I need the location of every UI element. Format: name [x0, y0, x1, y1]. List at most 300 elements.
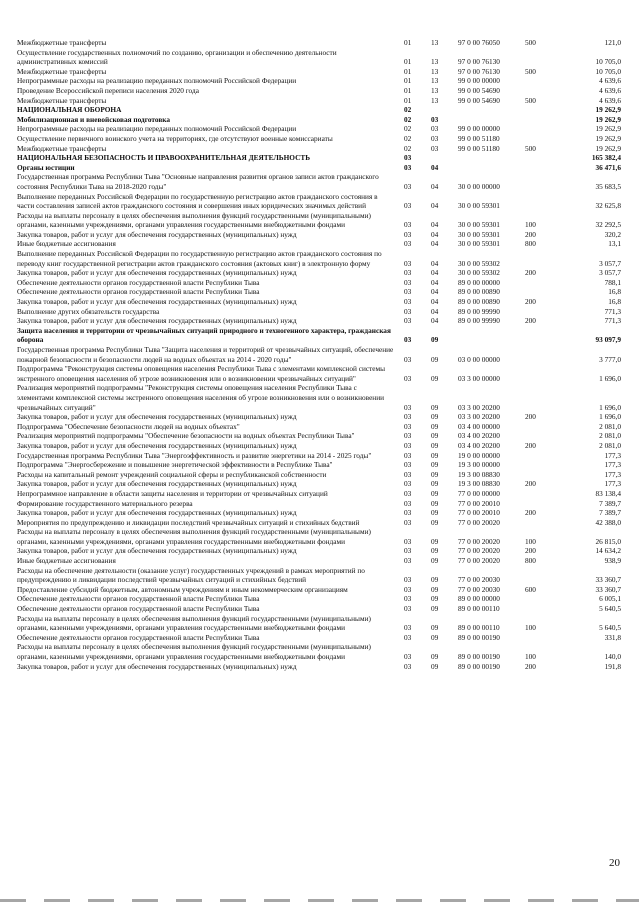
- row-amount: 33 360,7: [595, 575, 621, 585]
- row-amount: 10 705,0: [595, 66, 621, 76]
- row-section: 02: [404, 143, 412, 153]
- row-name: Обеспечение деятельности органов государственной власти Республики Тыва: [17, 287, 260, 297]
- row-subsection: 13: [431, 95, 439, 105]
- table-row: [0, 163, 639, 173]
- row-amount: 5 640,5: [599, 604, 621, 614]
- row-section: 01: [404, 66, 412, 76]
- row-target-article: 89 0 00 00190: [458, 661, 500, 671]
- row-amount: 83 138,4: [595, 488, 621, 498]
- row-section: 03: [404, 661, 412, 671]
- row-expense-type: 600: [525, 584, 536, 594]
- row-amount: 2 081,0: [599, 431, 621, 441]
- row-amount: 26 815,0: [595, 536, 621, 546]
- row-name: Закупка товаров, работ и услуг для обеспечения государственных (муниципальных) нужд: [17, 661, 297, 671]
- row-name: Обеспечение деятельности органов государственной власти Республики Тыва: [17, 277, 260, 287]
- row-amount: 1 696,0: [599, 402, 621, 412]
- table-row: [0, 364, 639, 383]
- table-row: [0, 278, 639, 288]
- row-section: 02: [404, 114, 412, 124]
- row-amount: 4 639,6: [599, 95, 621, 105]
- row-expense-type: 200: [525, 316, 536, 326]
- row-target-article: 03 3 00 20200: [458, 412, 500, 422]
- row-target-article: 77 0 00 20030: [458, 575, 500, 585]
- row-name: НАЦИОНАЛЬНАЯ ОБОРОНА: [17, 105, 122, 115]
- row-subsection: 13: [431, 57, 439, 67]
- row-name: Межбюджетные трансферты: [17, 95, 107, 105]
- row-target-article: 30 0 00 59301: [458, 201, 500, 211]
- table-row: [0, 633, 639, 643]
- row-subsection: 03: [431, 124, 439, 134]
- row-target-article: 97 0 00 76130: [458, 66, 500, 76]
- row-subsection: 09: [431, 623, 439, 633]
- row-name: Расходы на выплаты персоналу в целях обеспечения выполнения функций государственными (муниципальными) органами, казенными учреждениями, органами управления государственными внебюджетными фондами: [17, 642, 371, 661]
- row-amount: 13,1: [608, 239, 621, 249]
- row-subsection: 13: [431, 85, 439, 95]
- row-section: 03: [404, 546, 412, 556]
- row-amount: 35 683,5: [595, 181, 621, 191]
- row-target-article: 99 0 00 00000: [458, 124, 500, 134]
- row-subsection: 09: [431, 556, 439, 566]
- row-name: Государственная программа Республики Тыва "Защита населения и территорий от чрезвычайных ситуаций, обеспечение пожарной безопасности и безопасности людей на водных объектах на 2014 - 2020 годы": [17, 345, 394, 364]
- table-row: [0, 172, 639, 191]
- row-subsection: 04: [431, 258, 439, 268]
- row-target-article: 89 0 00 00110: [458, 604, 500, 614]
- row-subsection: 09: [431, 508, 439, 518]
- row-amount: 42 388,0: [595, 517, 621, 527]
- row-target-article: 03 4 00 00000: [458, 421, 500, 431]
- row-target-article: 89 0 00 00190: [458, 632, 500, 642]
- row-subsection: 09: [431, 661, 439, 671]
- table-row: [0, 316, 639, 326]
- table-row: [0, 124, 639, 134]
- row-name: Выполнение переданных Российской Федерации по государственную регистрацию актов гражданского состояния в части составления записей актов гражданского состояния и совершения иных юридических значимых действий: [17, 191, 378, 211]
- row-amount: 177,3: [604, 479, 621, 489]
- row-target-article: 03 0 00 00000: [458, 354, 500, 364]
- row-section: 03: [404, 287, 412, 297]
- row-target-article: 89 0 00 00190: [458, 652, 500, 661]
- page-number: 20: [609, 857, 620, 869]
- row-subsection: 09: [431, 335, 439, 345]
- row-target-article: 03 3 00 00000: [458, 373, 500, 383]
- table-row: [0, 422, 639, 432]
- row-amount: 32 292,5: [595, 220, 621, 230]
- table-row: [0, 48, 639, 67]
- row-name: Иные бюджетные ассигнования: [17, 556, 116, 566]
- table-row: [0, 86, 639, 96]
- row-subsection: 04: [431, 306, 439, 316]
- row-name: Непрограммное направление в области защиты населения и территории от чрезвычайных ситуаций: [17, 488, 328, 498]
- row-name: Иные бюджетные ассигнования: [17, 239, 116, 249]
- row-target-article: 77 0 00 20020: [458, 536, 500, 546]
- row-name: Обеспечение деятельности органов государственной власти Республики Тыва: [17, 632, 260, 642]
- table-row: [0, 307, 639, 317]
- row-amount: 7 389,7: [599, 498, 621, 508]
- row-expense-type: 200: [525, 479, 536, 489]
- row-subsection: 09: [431, 546, 439, 556]
- row-subsection: 09: [431, 517, 439, 527]
- row-name: Предоставление субсидий бюджетным, автономным учреждениям и иным некоммерческим организациям: [17, 584, 348, 594]
- row-section: 03: [404, 479, 412, 489]
- row-subsection: 04: [431, 277, 439, 287]
- row-amount: 36 471,6: [595, 162, 621, 172]
- row-subsection: 09: [431, 431, 439, 441]
- row-subsection: 04: [431, 220, 439, 230]
- budget-table: [0, 38, 639, 671]
- row-expense-type: 200: [525, 546, 536, 556]
- row-section: 01: [404, 95, 412, 105]
- row-section: 03: [404, 652, 412, 661]
- row-section: 03: [404, 488, 412, 498]
- row-subsection: 09: [431, 469, 439, 479]
- row-section: 01: [404, 76, 412, 86]
- row-subsection: 13: [431, 76, 439, 86]
- table-row: [0, 211, 639, 230]
- row-section: 03: [404, 201, 412, 211]
- row-target-article: 30 0 00 59301: [458, 229, 500, 239]
- row-name: Защита населения и территории от чрезвычайных ситуаций природного и техногенного характера, гражданская оборона: [17, 325, 391, 345]
- row-target-article: 77 0 00 20020: [458, 546, 500, 556]
- row-name: Непрограммные расходы на реализацию переданных полномочий Российской Федерации: [17, 76, 297, 86]
- row-section: 03: [404, 536, 412, 546]
- row-expense-type: 100: [525, 623, 536, 633]
- table-row: [0, 38, 639, 48]
- row-target-article: 03 4 00 20200: [458, 440, 500, 450]
- row-section: 03: [404, 402, 412, 412]
- row-subsection: 03: [431, 133, 439, 143]
- row-amount: 33 360,7: [595, 584, 621, 594]
- table-row: [0, 470, 639, 480]
- row-target-article: 77 0 00 20010: [458, 508, 500, 518]
- row-name: Межбюджетные трансферты: [17, 38, 107, 47]
- row-name: Закупка товаров, работ и услуг для обеспечения государственных (муниципальных) нужд: [17, 479, 297, 489]
- row-subsection: 13: [431, 38, 439, 47]
- row-name: Обеспечение деятельности органов государственной власти Республики Тыва: [17, 604, 260, 614]
- table-row: [0, 67, 639, 77]
- row-target-article: 30 0 00 59301: [458, 239, 500, 249]
- table-row: [0, 546, 639, 556]
- row-section: 03: [404, 584, 412, 594]
- row-amount: 177,3: [604, 450, 621, 460]
- row-subsection: 09: [431, 450, 439, 460]
- row-name: Закупка товаров, работ и услуг для обеспечения государственных (муниципальных) нужд: [17, 229, 297, 239]
- row-target-article: 97 0 00 76130: [458, 57, 500, 67]
- row-amount: 771,3: [604, 316, 621, 326]
- row-amount: 788,1: [604, 277, 621, 287]
- row-expense-type: 800: [525, 556, 536, 566]
- row-name: Межбюджетные трансферты: [17, 66, 107, 76]
- row-name: Закупка товаров, работ и услуг для обеспечения государственных (муниципальных) нужд: [17, 316, 297, 326]
- row-section: 03: [404, 258, 412, 268]
- row-target-article: 89 0 00 00000: [458, 594, 500, 604]
- row-subsection: 09: [431, 440, 439, 450]
- table-row: [0, 585, 639, 595]
- table-row: [0, 383, 639, 412]
- row-target-article: 19 3 00 08830: [458, 479, 500, 489]
- row-section: 03: [404, 498, 412, 508]
- row-target-article: 30 0 00 00000: [458, 181, 500, 191]
- row-amount: 177,3: [604, 460, 621, 470]
- row-section: 03: [404, 440, 412, 450]
- row-section: 03: [404, 556, 412, 566]
- row-amount: 19 262,9: [595, 133, 621, 143]
- row-section: 03: [404, 623, 412, 633]
- row-section: 03: [404, 335, 412, 345]
- row-subsection: 09: [431, 594, 439, 604]
- row-expense-type: 500: [525, 38, 536, 47]
- row-expense-type: 200: [525, 229, 536, 239]
- row-subsection: 04: [431, 181, 439, 191]
- row-subsection: 09: [431, 354, 439, 364]
- row-target-article: 77 0 00 00000: [458, 488, 500, 498]
- row-name: Подпрограмма "Реконструкция системы оповещения населения Республики Тыва с элементами комплексной системы экстренного оповещения населения об угрозе возникновения или о возникновении чрезвычайных ситуаций": [17, 364, 386, 383]
- row-subsection: 04: [431, 297, 439, 307]
- table-row: [0, 556, 639, 566]
- row-section: 03: [404, 431, 412, 441]
- row-section: 03: [404, 162, 412, 172]
- row-section: 01: [404, 85, 412, 95]
- row-amount: 19 262,9: [595, 143, 621, 153]
- table-row: [0, 412, 639, 422]
- row-expense-type: 200: [525, 297, 536, 307]
- row-section: 03: [404, 153, 412, 163]
- row-target-article: 89 0 00 00890: [458, 297, 500, 307]
- table-row: [0, 662, 639, 672]
- row-target-article: 99 0 00 51180: [458, 133, 500, 143]
- row-target-article: 99 0 00 54690: [458, 95, 500, 105]
- row-target-article: 99 0 00 51180: [458, 143, 500, 153]
- row-section: 02: [404, 133, 412, 143]
- table-row: [0, 527, 639, 546]
- row-name: Реализация мероприятий подпрограммы "Реконструкция системы оповещения населения Республики Тыва с элементами комплексной системы экстренного оповещения населения об угрозе возникновения или о возникновении чрезвычайных ситуаций": [17, 383, 385, 412]
- row-amount: 32 625,8: [595, 201, 621, 211]
- row-amount: 19 262,9: [595, 105, 621, 115]
- row-name: Выполнение других обязательств государства: [17, 306, 160, 316]
- table-row: [0, 153, 639, 163]
- row-target-article: 89 0 00 00110: [458, 623, 500, 633]
- table-row: [0, 287, 639, 297]
- table-row: [0, 479, 639, 489]
- row-expense-type: 100: [525, 220, 536, 230]
- row-name: Выполнение переданных Российской Федерации по государственную регистрацию актов гражданского состояния по переводу книг государственной регистрации актов гражданского состояния (актовых книг) в электронную форму: [17, 249, 382, 268]
- row-section: 02: [404, 105, 412, 115]
- row-name: Расходы на выплаты персоналу в целях обеспечения выполнения функций государственными (муниципальными) органами, казенными учреждениями, органами управления государственными внебюджетными фондами: [17, 613, 371, 633]
- row-section: 03: [404, 450, 412, 460]
- row-target-article: 89 0 00 00000: [458, 277, 500, 287]
- row-subsection: 09: [431, 479, 439, 489]
- row-name: Органы юстиции: [17, 162, 75, 172]
- row-name: Расходы на выплаты персоналу в целях обеспечения выполнения функций государственными (муниципальными) органами, казенными учреждениями, органами управления государственными внебюджетными фондами: [17, 210, 371, 230]
- row-target-article: 99 0 00 00000: [458, 76, 500, 86]
- row-expense-type: 500: [525, 95, 536, 105]
- row-name: Расходы на выплаты персоналу в целях обеспечения выполнения функций государственными (муниципальными) органами, казенными учреждениями, органами управления государственными внебюджетными фондами: [17, 527, 371, 546]
- row-amount: 5 640,5: [599, 623, 621, 633]
- row-section: 01: [404, 57, 412, 67]
- row-expense-type: 500: [525, 143, 536, 153]
- row-name: Закупка товаров, работ и услуг для обеспечения государственных (муниципальных) нужд: [17, 546, 297, 556]
- table-row: [0, 614, 639, 633]
- row-section: 03: [404, 460, 412, 470]
- row-subsection: 04: [431, 229, 439, 239]
- row-amount: 191,8: [604, 661, 621, 671]
- table-row: [0, 192, 639, 211]
- row-amount: 19 262,9: [595, 124, 621, 134]
- table-row: [0, 230, 639, 240]
- table-row: [0, 518, 639, 528]
- row-amount: 3 057,7: [599, 258, 621, 268]
- row-section: 03: [404, 220, 412, 230]
- row-target-article: 03 3 00 20200: [458, 402, 500, 412]
- row-subsection: 09: [431, 460, 439, 470]
- row-amount: 177,3: [604, 469, 621, 479]
- row-amount: 14 634,2: [595, 546, 621, 556]
- row-section: 03: [404, 575, 412, 585]
- row-subsection: 09: [431, 488, 439, 498]
- row-name: Закупка товаров, работ и услуг для обеспечения государственных (муниципальных) нужд: [17, 440, 297, 450]
- row-name: Государственная программа Республики Тыва "Энергоэффективность и развитие энергетики на 2014 - 2025 годы": [17, 450, 372, 460]
- row-target-article: 77 0 00 20030: [458, 584, 500, 594]
- row-expense-type: 200: [525, 508, 536, 518]
- row-subsection: 09: [431, 632, 439, 642]
- table-row: [0, 268, 639, 278]
- table-row: [0, 604, 639, 614]
- row-name: Закупка товаров, работ и услуг для обеспечения государственных (муниципальных) нужд: [17, 297, 297, 307]
- row-target-article: 30 0 00 59302: [458, 268, 500, 278]
- row-amount: 1 696,0: [599, 373, 621, 383]
- table-row: [0, 451, 639, 461]
- row-target-article: 19 3 00 08830: [458, 469, 500, 479]
- row-section: 03: [404, 229, 412, 239]
- row-section: 03: [404, 181, 412, 191]
- row-subsection: 09: [431, 373, 439, 383]
- row-target-article: 03 4 00 20200: [458, 431, 500, 441]
- table-row: [0, 96, 639, 106]
- row-name: НАЦИОНАЛЬНАЯ БЕЗОПАСНОСТЬ И ПРАВООХРАНИТЕЛЬНАЯ ДЕЯТЕЛЬНОСТЬ: [17, 153, 311, 163]
- row-target-article: 89 0 00 00890: [458, 287, 500, 297]
- row-subsection: 09: [431, 604, 439, 614]
- scan-footer-artifact: [0, 899, 639, 902]
- row-amount: 3 777,0: [599, 354, 621, 364]
- row-section: 02: [404, 124, 412, 134]
- row-name: Обеспечение деятельности органов государственной власти Республики Тыва: [17, 594, 260, 604]
- row-expense-type: 200: [525, 268, 536, 278]
- row-subsection: 13: [431, 66, 439, 76]
- row-name: Подпрограмма "Энергосбережение и повышение энергетической эффективности в Республике Тыва": [17, 460, 333, 470]
- row-target-article: 77 0 00 20020: [458, 556, 500, 566]
- row-section: 03: [404, 354, 412, 364]
- row-amount: 2 081,0: [599, 440, 621, 450]
- row-section: 01: [404, 38, 412, 47]
- row-subsection: 03: [431, 143, 439, 153]
- row-amount: 16,8: [608, 287, 621, 297]
- row-section: 03: [404, 277, 412, 287]
- row-section: 03: [404, 239, 412, 249]
- table-row: [0, 115, 639, 125]
- row-subsection: 03: [431, 114, 439, 124]
- row-subsection: 04: [431, 287, 439, 297]
- row-target-article: 77 0 00 20020: [458, 517, 500, 527]
- row-subsection: 09: [431, 412, 439, 422]
- table-row: [0, 489, 639, 499]
- row-section: 03: [404, 306, 412, 316]
- row-target-article: 89 0 00 99990: [458, 316, 500, 326]
- row-name: Государственная программа Республики Тыва "Основные направления развития органов записи актов гражданского состояния Республики Тыва на 2018-2020 годы": [17, 172, 379, 191]
- row-subsection: 09: [431, 421, 439, 431]
- row-amount: 165 382,4: [591, 153, 621, 163]
- row-amount: 6 005,1: [599, 594, 621, 604]
- row-section: 03: [404, 632, 412, 642]
- row-target-article: 77 0 00 20010: [458, 498, 500, 508]
- row-subsection: 09: [431, 575, 439, 585]
- row-section: 03: [404, 412, 412, 422]
- row-expense-type: 800: [525, 239, 536, 249]
- row-name: Межбюджетные трансферты: [17, 143, 107, 153]
- row-amount: 331,8: [604, 632, 621, 642]
- row-amount: 4 639,6: [599, 76, 621, 86]
- row-section: 03: [404, 508, 412, 518]
- row-amount: 4 639,6: [599, 85, 621, 95]
- table-row: [0, 460, 639, 470]
- row-expense-type: 200: [525, 440, 536, 450]
- row-target-article: 30 0 00 59301: [458, 220, 500, 230]
- table-row: [0, 326, 639, 345]
- row-name: Закупка товаров, работ и услуг для обеспечения государственных (муниципальных) нужд: [17, 412, 297, 422]
- row-amount: 938,9: [604, 556, 621, 566]
- row-expense-type: 100: [525, 652, 536, 661]
- table-row: [0, 499, 639, 509]
- row-expense-type: 500: [525, 66, 536, 76]
- row-section: 03: [404, 268, 412, 278]
- row-section: 03: [404, 373, 412, 383]
- table-row: [0, 76, 639, 86]
- row-section: 03: [404, 594, 412, 604]
- row-expense-type: 200: [525, 412, 536, 422]
- row-name: Мероприятия по предупреждению и ликвидации последствий чрезвычайных ситуаций и стихийных бедствий: [17, 517, 360, 527]
- table-row: [0, 134, 639, 144]
- row-subsection: 04: [431, 268, 439, 278]
- table-row: [0, 345, 639, 364]
- table-row: [0, 508, 639, 518]
- row-subsection: 04: [431, 316, 439, 326]
- row-target-article: 89 0 00 99990: [458, 306, 500, 316]
- table-row: [0, 566, 639, 585]
- row-section: 03: [404, 469, 412, 479]
- row-amount: 1 696,0: [599, 412, 621, 422]
- table-row: [0, 431, 639, 441]
- row-target-article: 99 0 00 54690: [458, 85, 500, 95]
- table-row: [0, 642, 639, 661]
- row-amount: 10 705,0: [595, 57, 621, 67]
- row-subsection: 09: [431, 536, 439, 546]
- table-row: [0, 105, 639, 115]
- row-section: 03: [404, 297, 412, 307]
- row-name: Непрограммные расходы на реализацию переданных полномочий Российской Федерации: [17, 124, 297, 134]
- row-subsection: 04: [431, 162, 439, 172]
- row-amount: 93 097,9: [595, 335, 621, 345]
- row-name: Подпрограмма "Обеспечение безопасности людей на водных объектах": [17, 421, 240, 431]
- row-name: Осуществление государственных полномочий по созданию, организации и обеспечению деятельности административных комиссий: [17, 47, 337, 67]
- table-row: [0, 249, 639, 268]
- row-amount: 121,0: [604, 38, 621, 47]
- row-name: Мобилизационная и вневойсковая подготовка: [17, 114, 171, 124]
- row-subsection: 04: [431, 201, 439, 211]
- row-amount: 2 081,0: [599, 421, 621, 431]
- table-row: [0, 239, 639, 249]
- table-row: [0, 144, 639, 154]
- row-section: 03: [404, 604, 412, 614]
- table-row: [0, 297, 639, 307]
- row-amount: 140,0: [604, 652, 621, 661]
- row-name: Реализация мероприятий подпрограммы "Обеспечение безопасности на водных объектах Республики Тыва": [17, 431, 355, 441]
